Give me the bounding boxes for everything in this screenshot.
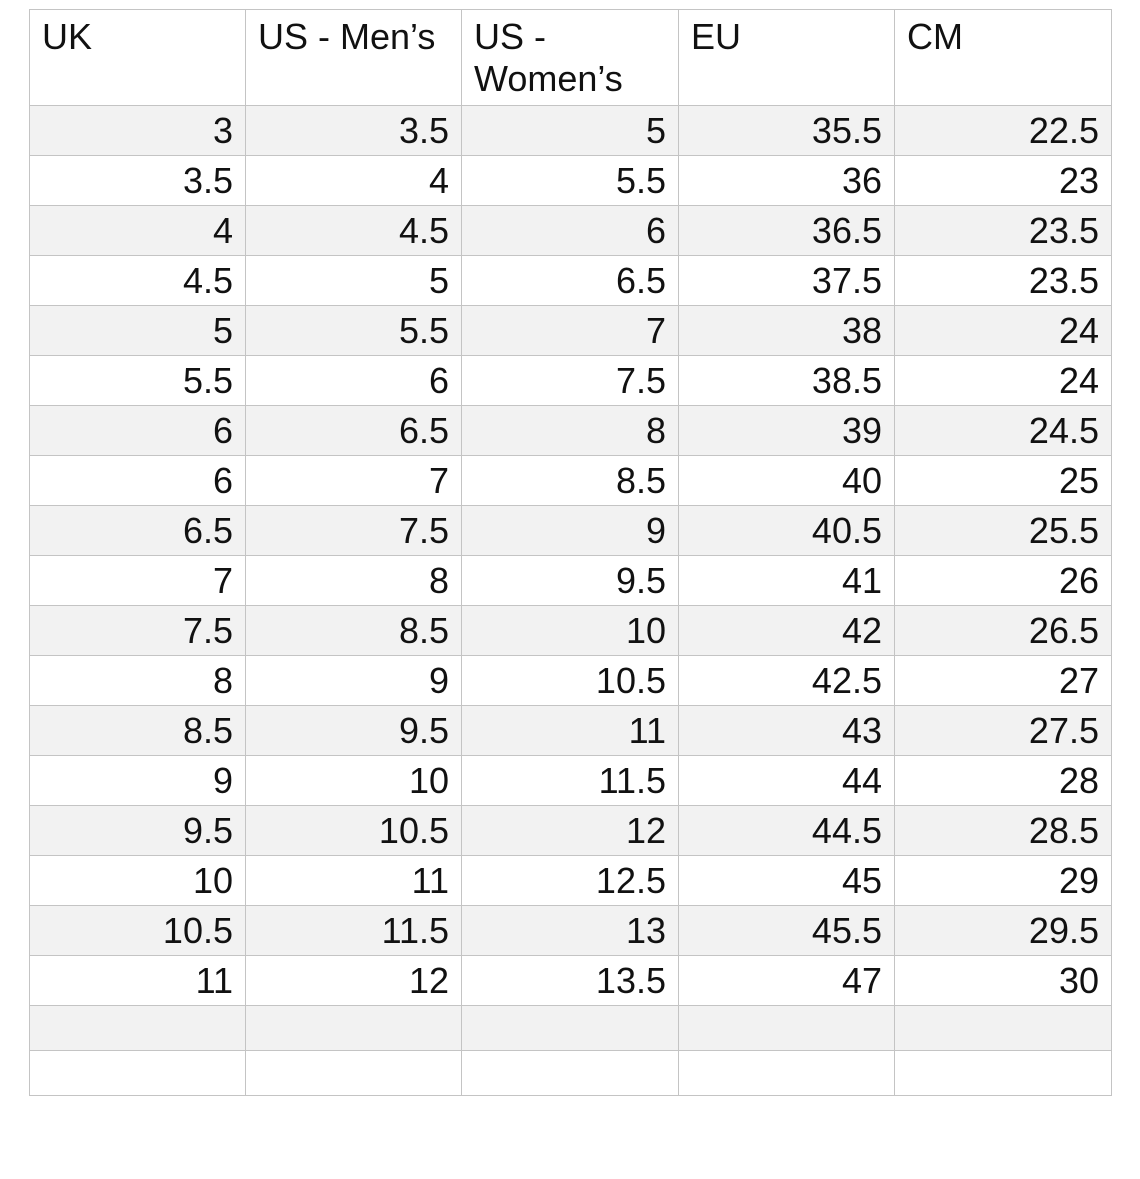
cell-cm: 29.5	[895, 906, 1112, 956]
cell-eu: 44.5	[679, 806, 895, 856]
table-body	[30, 106, 1112, 1096]
empty-cell	[895, 1051, 1112, 1096]
cell-eu: 43	[679, 706, 895, 756]
cell-eu: 38	[679, 306, 895, 356]
table-row	[30, 906, 1112, 956]
cell-us-womens: 7.5	[462, 356, 679, 406]
cell-us-womens: 10	[462, 606, 679, 656]
cell-cm: 27.5	[895, 706, 1112, 756]
cell-us-womens: 12.5	[462, 856, 679, 906]
cell-eu: 42	[679, 606, 895, 656]
table-row	[30, 706, 1112, 756]
cell-cm: 22.5	[895, 106, 1112, 156]
cell-us-mens: 4.5	[246, 206, 462, 256]
cell-uk: 6.5	[30, 506, 246, 556]
header-row	[30, 10, 1112, 106]
table-row	[30, 306, 1112, 356]
cell-uk: 7	[30, 556, 246, 606]
cell-uk: 10.5	[30, 906, 246, 956]
cell-us-womens: 5.5	[462, 156, 679, 206]
cell-us-womens: 6.5	[462, 256, 679, 306]
cell-us-womens: 11.5	[462, 756, 679, 806]
empty-cell	[30, 1006, 246, 1051]
cell-cm: 26.5	[895, 606, 1112, 656]
table-row	[30, 656, 1112, 706]
cell-uk: 5	[30, 306, 246, 356]
cell-cm: 26	[895, 556, 1112, 606]
empty-cell	[462, 1006, 679, 1051]
table-row	[30, 256, 1112, 306]
cell-eu: 47	[679, 956, 895, 1006]
cell-uk: 4	[30, 206, 246, 256]
cell-eu: 45	[679, 856, 895, 906]
cell-us-mens: 9.5	[246, 706, 462, 756]
cell-eu: 36	[679, 156, 895, 206]
cell-us-mens: 4	[246, 156, 462, 206]
cell-us-womens: 6	[462, 206, 679, 256]
cell-us-mens: 9	[246, 656, 462, 706]
cell-eu: 42.5	[679, 656, 895, 706]
cell-cm: 23.5	[895, 256, 1112, 306]
cell-uk: 9	[30, 756, 246, 806]
table-row	[30, 406, 1112, 456]
cell-uk: 6	[30, 406, 246, 456]
cell-us-mens: 12	[246, 956, 462, 1006]
cell-cm: 30	[895, 956, 1112, 1006]
cell-uk: 4.5	[30, 256, 246, 306]
cell-us-mens: 10.5	[246, 806, 462, 856]
cell-cm: 27	[895, 656, 1112, 706]
cell-us-womens: 7	[462, 306, 679, 356]
cell-cm: 24	[895, 306, 1112, 356]
table-row	[30, 506, 1112, 556]
cell-cm: 24.5	[895, 406, 1112, 456]
cell-uk: 9.5	[30, 806, 246, 856]
cell-eu: 44	[679, 756, 895, 806]
cell-us-womens: 10.5	[462, 656, 679, 706]
cell-us-mens: 3.5	[246, 106, 462, 156]
cell-us-mens: 7.5	[246, 506, 462, 556]
cell-cm: 23.5	[895, 206, 1112, 256]
cell-eu: 38.5	[679, 356, 895, 406]
empty-cell	[246, 1051, 462, 1096]
cell-cm: 28	[895, 756, 1112, 806]
table-row	[30, 556, 1112, 606]
cell-uk: 11	[30, 956, 246, 1006]
table-row	[30, 206, 1112, 256]
cell-us-mens: 7	[246, 456, 462, 506]
table-row	[30, 806, 1112, 856]
table-row	[30, 956, 1112, 1006]
cell-us-mens: 6	[246, 356, 462, 406]
cell-us-womens: 5	[462, 106, 679, 156]
cell-uk: 10	[30, 856, 246, 906]
table-row	[30, 156, 1112, 206]
empty-cell	[679, 1051, 895, 1096]
cell-eu: 45.5	[679, 906, 895, 956]
cell-uk: 7.5	[30, 606, 246, 656]
cell-uk: 6	[30, 456, 246, 506]
cell-us-womens: 13.5	[462, 956, 679, 1006]
header-cm: CM	[895, 10, 1112, 106]
cell-eu: 35.5	[679, 106, 895, 156]
cell-cm: 29	[895, 856, 1112, 906]
cell-us-mens: 10	[246, 756, 462, 806]
cell-uk: 8.5	[30, 706, 246, 756]
cell-uk: 3.5	[30, 156, 246, 206]
cell-uk: 8	[30, 656, 246, 706]
table-row	[30, 756, 1112, 806]
empty-table-row	[30, 1006, 1112, 1051]
cell-us-mens: 8	[246, 556, 462, 606]
empty-cell	[895, 1006, 1112, 1051]
cell-us-mens: 5.5	[246, 306, 462, 356]
header-us-womens: US - Women’s	[462, 10, 679, 106]
header-us-mens: US - Men’s	[246, 10, 462, 106]
cell-us-womens: 8.5	[462, 456, 679, 506]
cell-eu: 41	[679, 556, 895, 606]
cell-us-mens: 6.5	[246, 406, 462, 456]
cell-eu: 36.5	[679, 206, 895, 256]
header-uk: UK	[30, 10, 246, 106]
cell-us-mens: 5	[246, 256, 462, 306]
cell-uk: 3	[30, 106, 246, 156]
size-conversion-table	[29, 9, 1112, 1096]
cell-us-womens: 9	[462, 506, 679, 556]
table-row	[30, 856, 1112, 906]
cell-cm: 24	[895, 356, 1112, 406]
cell-us-mens: 11	[246, 856, 462, 906]
cell-us-womens: 8	[462, 406, 679, 456]
table-row	[30, 456, 1112, 506]
empty-cell	[246, 1006, 462, 1051]
cell-us-womens: 9.5	[462, 556, 679, 606]
table-row	[30, 106, 1112, 156]
cell-eu: 40.5	[679, 506, 895, 556]
table-row	[30, 356, 1112, 406]
header-eu: EU	[679, 10, 895, 106]
cell-cm: 25.5	[895, 506, 1112, 556]
cell-uk: 5.5	[30, 356, 246, 406]
empty-table-row	[30, 1051, 1112, 1096]
cell-cm: 25	[895, 456, 1112, 506]
cell-cm: 28.5	[895, 806, 1112, 856]
table-row	[30, 606, 1112, 656]
cell-eu: 40	[679, 456, 895, 506]
cell-us-mens: 11.5	[246, 906, 462, 956]
cell-us-womens: 12	[462, 806, 679, 856]
empty-cell	[30, 1051, 246, 1096]
cell-us-mens: 8.5	[246, 606, 462, 656]
cell-cm: 23	[895, 156, 1112, 206]
empty-cell	[679, 1006, 895, 1051]
cell-eu: 37.5	[679, 256, 895, 306]
cell-us-womens: 13	[462, 906, 679, 956]
empty-cell	[462, 1051, 679, 1096]
cell-us-womens: 11	[462, 706, 679, 756]
cell-eu: 39	[679, 406, 895, 456]
